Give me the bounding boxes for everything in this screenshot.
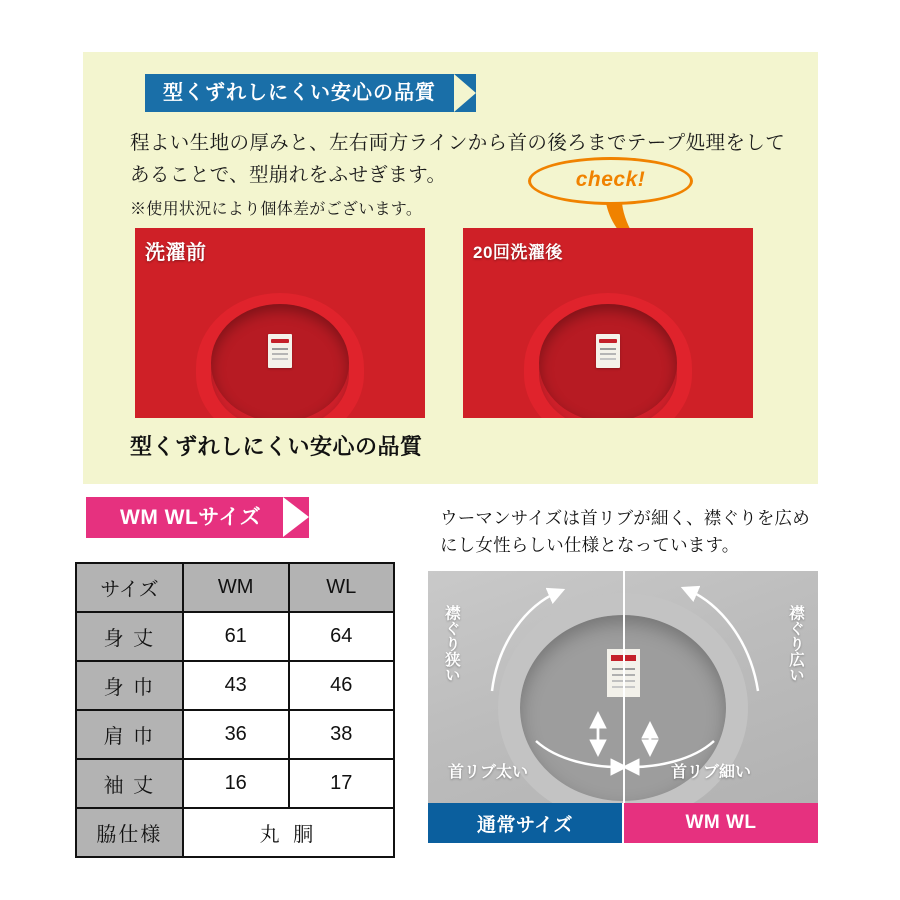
quality-panel [83,52,818,484]
size-table [75,562,395,858]
neck-tag-icon [268,334,292,368]
quality-body-text: 程よい生地の厚みと、左右両方ラインから首の後ろまでテープ処理をしてあることで、型崩れをふせぎます。 [130,132,786,186]
cell-wl-body-width: 46 [289,661,394,710]
compare-photo [428,571,818,803]
col-header-wm: WM [183,563,289,612]
table-row [76,661,394,710]
col-header-wl: WL [289,563,394,612]
check-label: check! [575,168,646,191]
row-label-side-spec: 脇仕様 [76,808,183,857]
table-row [76,759,394,808]
anno-rib-thin: 首リブ細い [671,764,752,781]
anno-collar-narrow: 襟ぐり狭い [442,605,460,683]
row-label-body-length: 身 丈 [76,612,183,661]
cell-wl-shoulder-width: 38 [289,710,394,759]
size-banner-text: WM WLサイズ [86,497,309,538]
label-wm-wl-size: WM WL [624,803,818,843]
neck-tag-icon [596,334,620,368]
compare-description: ウーマンサイズは首リブが細く、襟ぐりを広めにし女性らしい仕様となっています。 [440,508,810,556]
table-header-row [76,563,394,612]
cell-wm-sleeve-length: 16 [183,759,289,808]
table-row [76,612,394,661]
cell-side-spec-value: 丸 胴 [183,808,394,857]
quality-note-text: ※使用状況により個体差がございます。 [130,201,423,218]
compare-divider [623,571,625,803]
label-normal-size: 通常サイズ [428,803,622,843]
anno-collar-wide: 襟ぐり広い [787,605,804,683]
table-row [76,710,394,759]
cell-wm-shoulder-width: 36 [183,710,289,759]
quality-caption: 型くずれしにくい安心の品質 [130,434,423,459]
size-banner [86,497,309,537]
col-header-size: サイズ [76,563,183,612]
collar-comparison-panel [428,497,818,849]
check-callout [528,157,693,211]
quality-title-text: 型くずれしにくい安心の品質 [145,74,476,112]
cell-wl-body-length: 64 [289,612,394,661]
photo-before-wash [135,228,425,418]
photo-after-wash [463,228,753,418]
row-label-sleeve-length: 袖 丈 [76,759,183,808]
photo-after-label: 20回洗濯後 [473,243,563,262]
cell-wm-body-length: 61 [183,612,289,661]
row-label-shoulder-width: 肩 巾 [76,710,183,759]
row-label-body-width: 身 巾 [76,661,183,710]
anno-rib-thick: 首リブ太い [448,764,529,781]
photo-before-label: 洗濯前 [145,242,207,264]
cell-wm-body-width: 43 [183,661,289,710]
quality-title-banner [145,74,476,112]
table-row [76,808,394,857]
cell-wl-sleeve-length: 17 [289,759,394,808]
